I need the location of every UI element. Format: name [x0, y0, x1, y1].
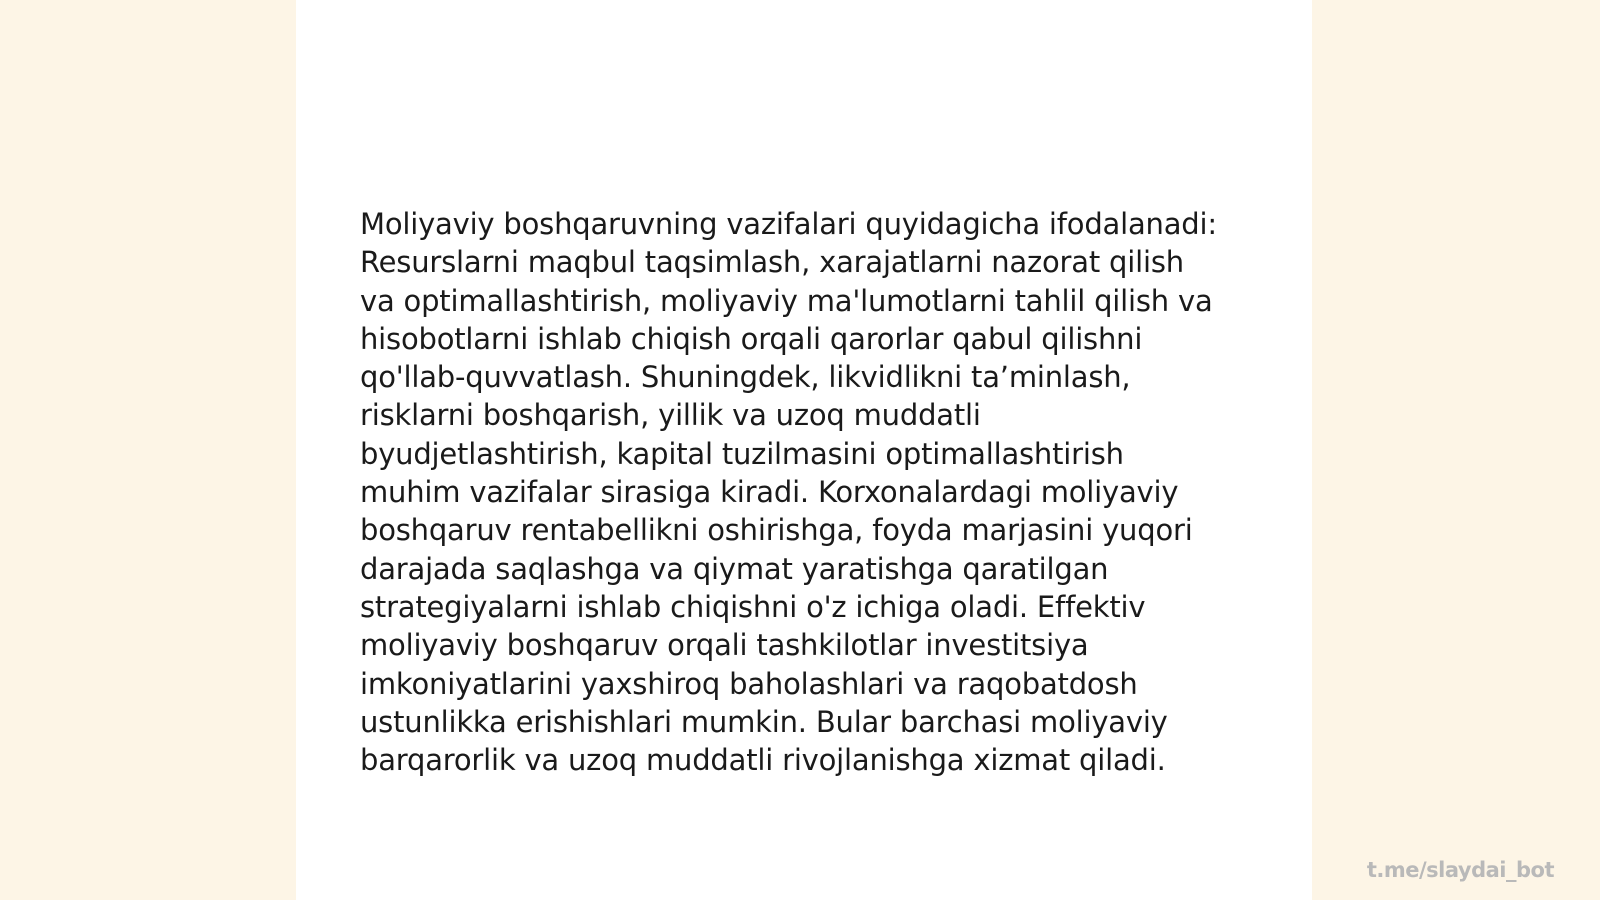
slide-body-text: Moliyaviy boshqaruvning vazifalari quyidagicha ifodalanadi: Resurslarni maqbul taqsimlash, xarajatlarni nazorat qilish va optimallashtirish, moliyaviy ma'lumotlarni tahlil qilish va hisobotlarni ishlab chiqish orqali qarorlar qabul qilishni qo'llab-quvvatlash. Shuningdek, likvidlikni ta’minlash, risklarni boshqarish, yillik va uzoq muddatli byudjetlashtirish, kapital tuzilmasini optimallashtirish muhim vazifalar sirasiga kiradi. Korxonalardagi moliyaviy boshqaruv rentabellikni oshirishga, foyda marjasini yuqori darajada saqlashga va qiymat yaratishga qaratilgan strategiyalarni ishlab chiqishni o'z ichiga oladi. Effektiv moliyaviy boshqaruv orqali tashkilotlar investitsiya imkoniyatlarini yaxshiroq baholashlari va raqobatdosh ustunlikka erishishlari mumkin. Bular barchasi moliyaviy barqarorlik va uzoq muddatli rivojlanishga xizmat qiladi. [360, 207, 1217, 778]
watermark-link: t.me/slaydai_bot [1366, 858, 1554, 882]
